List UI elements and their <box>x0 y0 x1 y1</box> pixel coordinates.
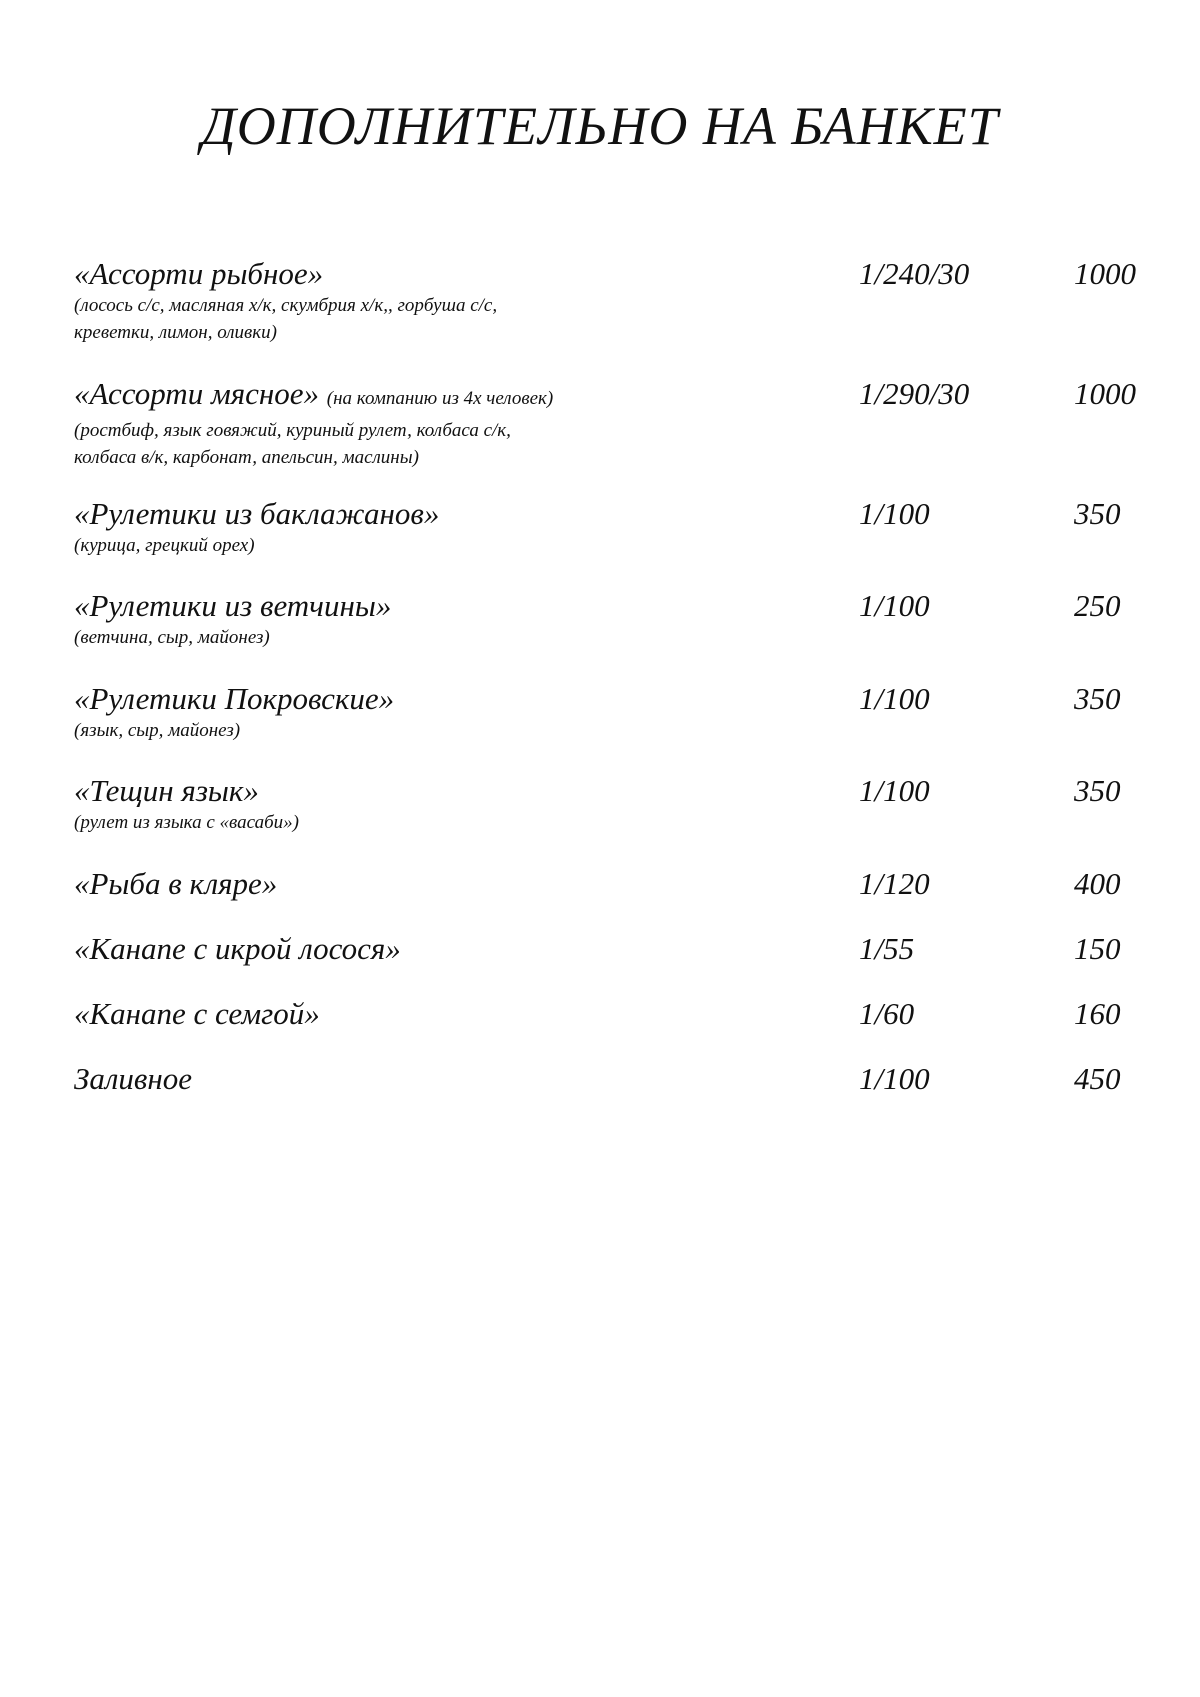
item-price: 350 <box>1074 496 1121 531</box>
menu-item <box>74 256 1144 346</box>
item-name-text: Заливное <box>74 1061 192 1096</box>
item-description: (лосось с/с, масляная х/к, скумбрия х/к,, горбуша с/с, креветки, лимон, оливки) <box>74 295 498 343</box>
item-weight: 1/100 <box>859 496 930 531</box>
item-name-text: «Канапе с семгой» <box>74 996 320 1031</box>
item-description: (ветчина, сыр, майонез) <box>74 627 270 648</box>
menu-item <box>74 773 1144 836</box>
item-weight: 1/100 <box>859 681 930 716</box>
item-price: 400 <box>1074 866 1121 901</box>
item-price: 1000 <box>1074 376 1136 411</box>
item-price: 150 <box>1074 931 1121 966</box>
menu-item <box>74 996 1144 1032</box>
menu-item <box>74 866 1144 902</box>
item-name-text: «Тещин язык» <box>74 773 259 808</box>
item-description: (ростбиф, язык говяжий, куриный рулет, колбаса с/к, колбаса в/к, карбонат, апельсин, маслины) <box>74 420 511 468</box>
item-name <box>74 588 1144 624</box>
item-name <box>74 996 1144 1032</box>
item-weight: 1/60 <box>859 996 915 1031</box>
menu-item <box>74 931 1144 967</box>
item-description: (язык, сыр, майонез) <box>74 720 241 741</box>
item-name <box>74 256 1144 292</box>
item-name-text: «Ассорти мясное» <box>74 376 320 411</box>
item-price: 450 <box>1074 1061 1121 1096</box>
item-price: 160 <box>1074 996 1121 1031</box>
item-price: 1000 <box>1074 256 1136 291</box>
item-description: (курица, грецкий орех) <box>74 535 255 556</box>
item-name-text: «Канапе с икрой лосося» <box>74 931 401 966</box>
item-name <box>74 866 1144 902</box>
menu-item <box>74 376 1144 471</box>
item-name-text: «Рулетики Покровские» <box>74 681 395 716</box>
item-name-text: «Рыба в кляре» <box>74 866 278 901</box>
menu-item <box>74 681 1144 744</box>
item-note: (на компанию из 4х человек) <box>326 388 554 409</box>
menu-item <box>74 496 1144 559</box>
item-name <box>74 681 1144 717</box>
item-name <box>74 376 1144 417</box>
item-description: (рулет из языка с «васаби») <box>74 812 299 833</box>
menu-item <box>74 1061 1144 1097</box>
page-title: ДОПОЛНИТЕЛЬНО НА БАНКЕТ <box>201 96 999 156</box>
item-price: 350 <box>1074 681 1121 716</box>
item-name <box>74 496 1144 532</box>
item-name-text: «Рулетики из баклажанов» <box>74 496 440 531</box>
item-name-text: «Рулетики из ветчины» <box>74 588 392 623</box>
item-name <box>74 1061 1144 1097</box>
menu-item <box>74 588 1144 651</box>
item-weight: 1/100 <box>859 773 930 808</box>
item-weight: 1/240/30 <box>859 256 970 291</box>
item-weight: 1/100 <box>859 588 930 623</box>
item-name-text: «Ассорти рыбное» <box>74 256 324 291</box>
item-weight: 1/55 <box>859 931 915 966</box>
item-weight: 1/120 <box>859 866 930 901</box>
item-name <box>74 773 1144 809</box>
item-weight: 1/290/30 <box>859 376 970 411</box>
item-price: 350 <box>1074 773 1121 808</box>
item-name <box>74 931 1144 967</box>
item-weight: 1/100 <box>859 1061 930 1096</box>
item-price: 250 <box>1074 588 1121 623</box>
